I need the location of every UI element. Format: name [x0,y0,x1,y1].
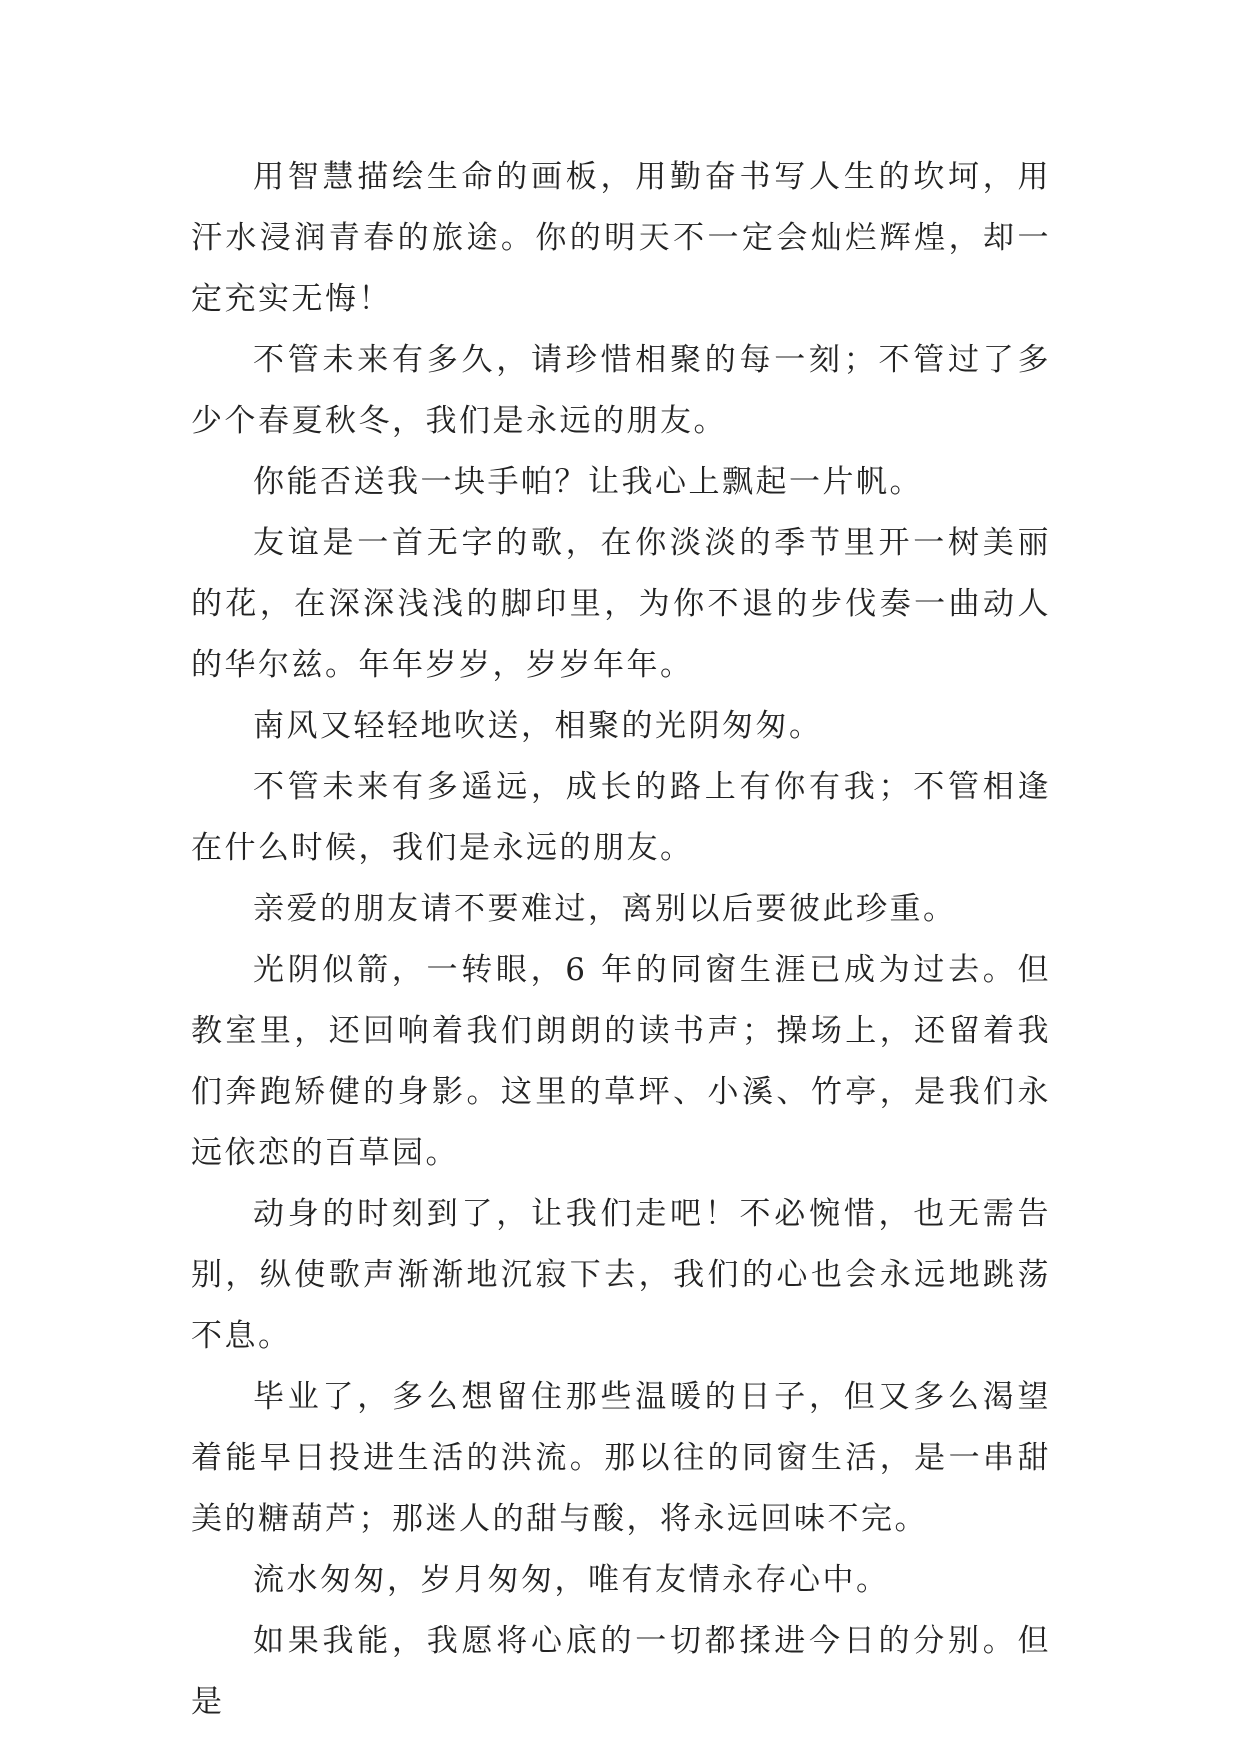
paragraph: 如果我能，我愿将心底的一切都揉进今日的分别。但是 [191,1623,1051,1720]
paragraph: 不管未来有多久，请珍惜相聚的每一刻；不管过了多少个春夏秋冬，我们是永远的朋友。 [191,342,1051,439]
paragraph: 亲爱的朋友请不要难过，离别以后要彼此珍重。 [253,891,957,927]
paragraph: 光阴似箭，一转眼，6 年的同窗生涯已成为过去。但教室里，还回响着我们朗朗的读书声；操场上，还留着我们奔跑矫健的身影。这里的草坪、小溪、竹亭，是我们永远依恋的百草园。 [191,952,1051,1171]
paragraph: 不管未来有多遥远，成长的路上有你有我；不管相逢在什么时候，我们是永远的朋友。 [191,769,1051,866]
paragraph: 你能否送我一块手帕？让我心上飘起一片帆。 [253,464,923,500]
paragraph: 友谊是一首无字的歌，在你淡淡的季节里开一树美丽的花，在深深浅浅的脚印里，为你不退的步伐奏一曲动人的华尔兹。年年岁岁，岁岁年年。 [191,525,1051,683]
paragraph: 动身的时刻到了，让我们走吧！不必惋惜，也无需告别，纵使歌声渐渐地沉寂下去，我们的心也会永远地跳荡不息。 [191,1196,1051,1354]
paragraph: 流水匆匆，岁月匆匆，唯有友情永存心中。 [253,1562,890,1598]
paragraph: 用智慧描绘生命的画板，用勤奋书写人生的坎坷，用汗水浸润青春的旅途。你的明天不一定会灿烂辉煌，却一定充实无悔！ [191,159,1051,317]
paragraph: 毕业了，多么想留住那些温暖的日子，但又多么渴望着能早日投进生活的洪流。那以往的同窗生活，是一串甜美的糖葫芦；那迷人的甜与酸，将永远回味不完。 [191,1379,1051,1537]
document-body [191,147,1051,1733]
paragraph: 南风又轻轻地吹送，相聚的光阴匆匆。 [253,708,823,744]
